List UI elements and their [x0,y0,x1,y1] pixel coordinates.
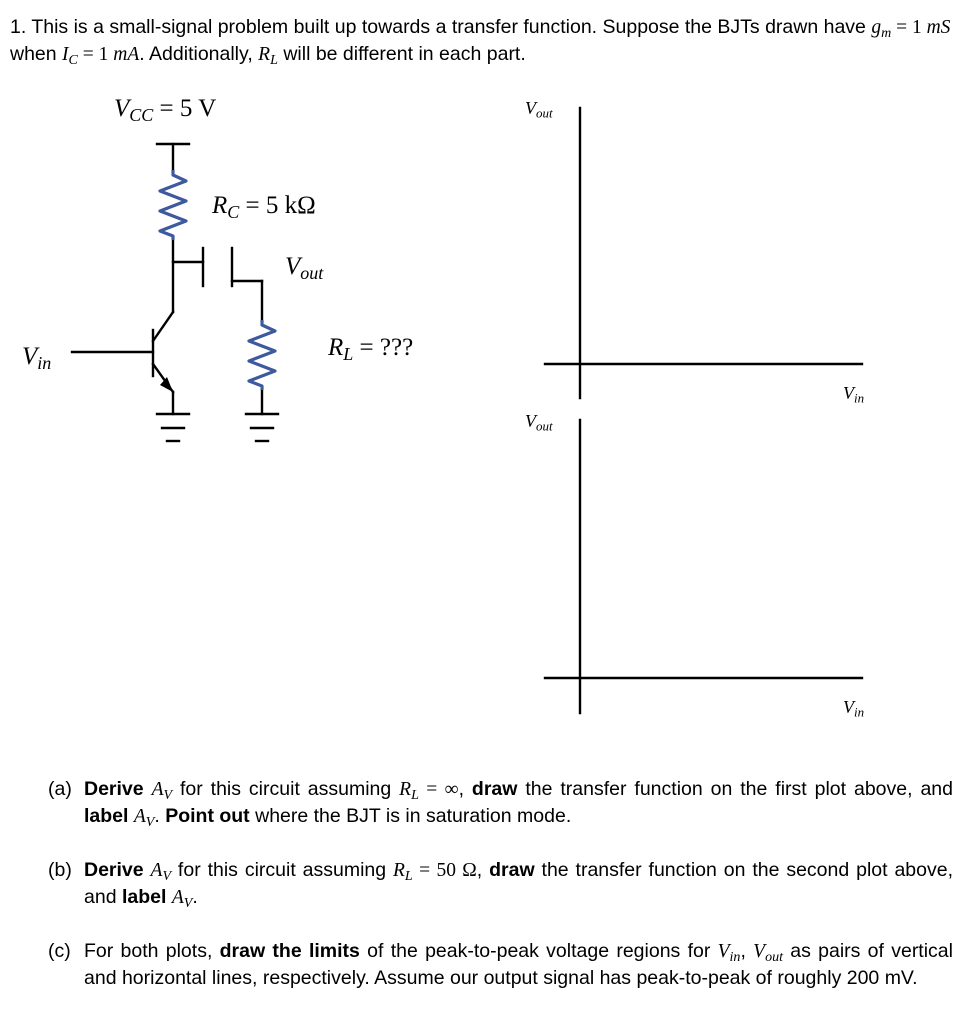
bjt-emitter-arrow [160,377,173,392]
plot1-y-label: $V_{out}$ [525,98,553,121]
question-c: (c) For both plots, draw the limits of the peak-to-peak voltage regions for $V_{in}$, $V_{out}$ as pairs of vertical and horizontal lines, respectively. Assume our output signal has peak-to-peak of roughly 200 mV. [48,940,953,989]
plot1-x-label: $V_{in}$ [843,383,865,406]
vout-symbol: $V_{out}$ [753,941,783,965]
av-symbol: $A_V$ [150,860,172,884]
question-b-tag: (b) [48,859,72,881]
vcc-label: $V_{CC} = 5$ V [114,95,217,126]
av-symbol: $A_V$ [151,779,173,803]
question-a: (a) Derive $A_V$ for this circuit assuming $R_L$ = ∞, draw the transfer function on the first plot above, and label $A_V$. Point out where the BJT is in saturation mode. [48,778,953,830]
vin-label: $V_{in}$ [22,343,52,374]
bjt-collector-leg [153,312,173,341]
plot2-x-label: $V_{in}$ [843,697,865,720]
resistor-rl [249,320,275,390]
resistor-rc [160,170,186,240]
ic-symbol: $I_C$ [62,44,78,68]
ground-symbol-emitter [157,414,189,441]
plot2-y-label: $V_{out}$ [525,411,553,434]
av-symbol: $A_V$ [171,887,193,911]
rl-label: $R_L$ = ??? [328,334,414,365]
intro-text: 1. This is a small-signal problem built up towards a transfer function. Suppose the BJTs drawn have [10,16,872,38]
gm-symbol: $g_m$ [871,17,892,41]
vin-symbol: $V_{in}$ [717,941,741,965]
question-b: (b) Derive $A_V$ for this circuit assuming $R_L = 50$ Ω, draw the transfer function on the second plot above, and label $A_V$. [48,859,953,911]
vout-node-label: $V_{out}$ [285,253,324,284]
question-a-tag: (a) [48,778,72,800]
av-symbol: $A_V$ [133,806,155,830]
problem-intro: 1. This is a small-signal problem built up towards a transfer function. Suppose the BJTs drawn have $g_m = 1$ mS when $I_C = 1$ mA. Additionally, $R_L$ will be different in each part. [10,16,951,68]
question-c-tag: (c) [48,940,71,962]
rc-label: $R_C = 5$ kΩ [212,192,316,223]
rl-symbol: $R_L = 50$ Ω [393,860,477,884]
rl-symbol: $R_L$ [258,44,278,68]
rl-symbol: $R_L$ = ∞ [399,779,459,803]
ground-symbol-load [246,414,278,441]
